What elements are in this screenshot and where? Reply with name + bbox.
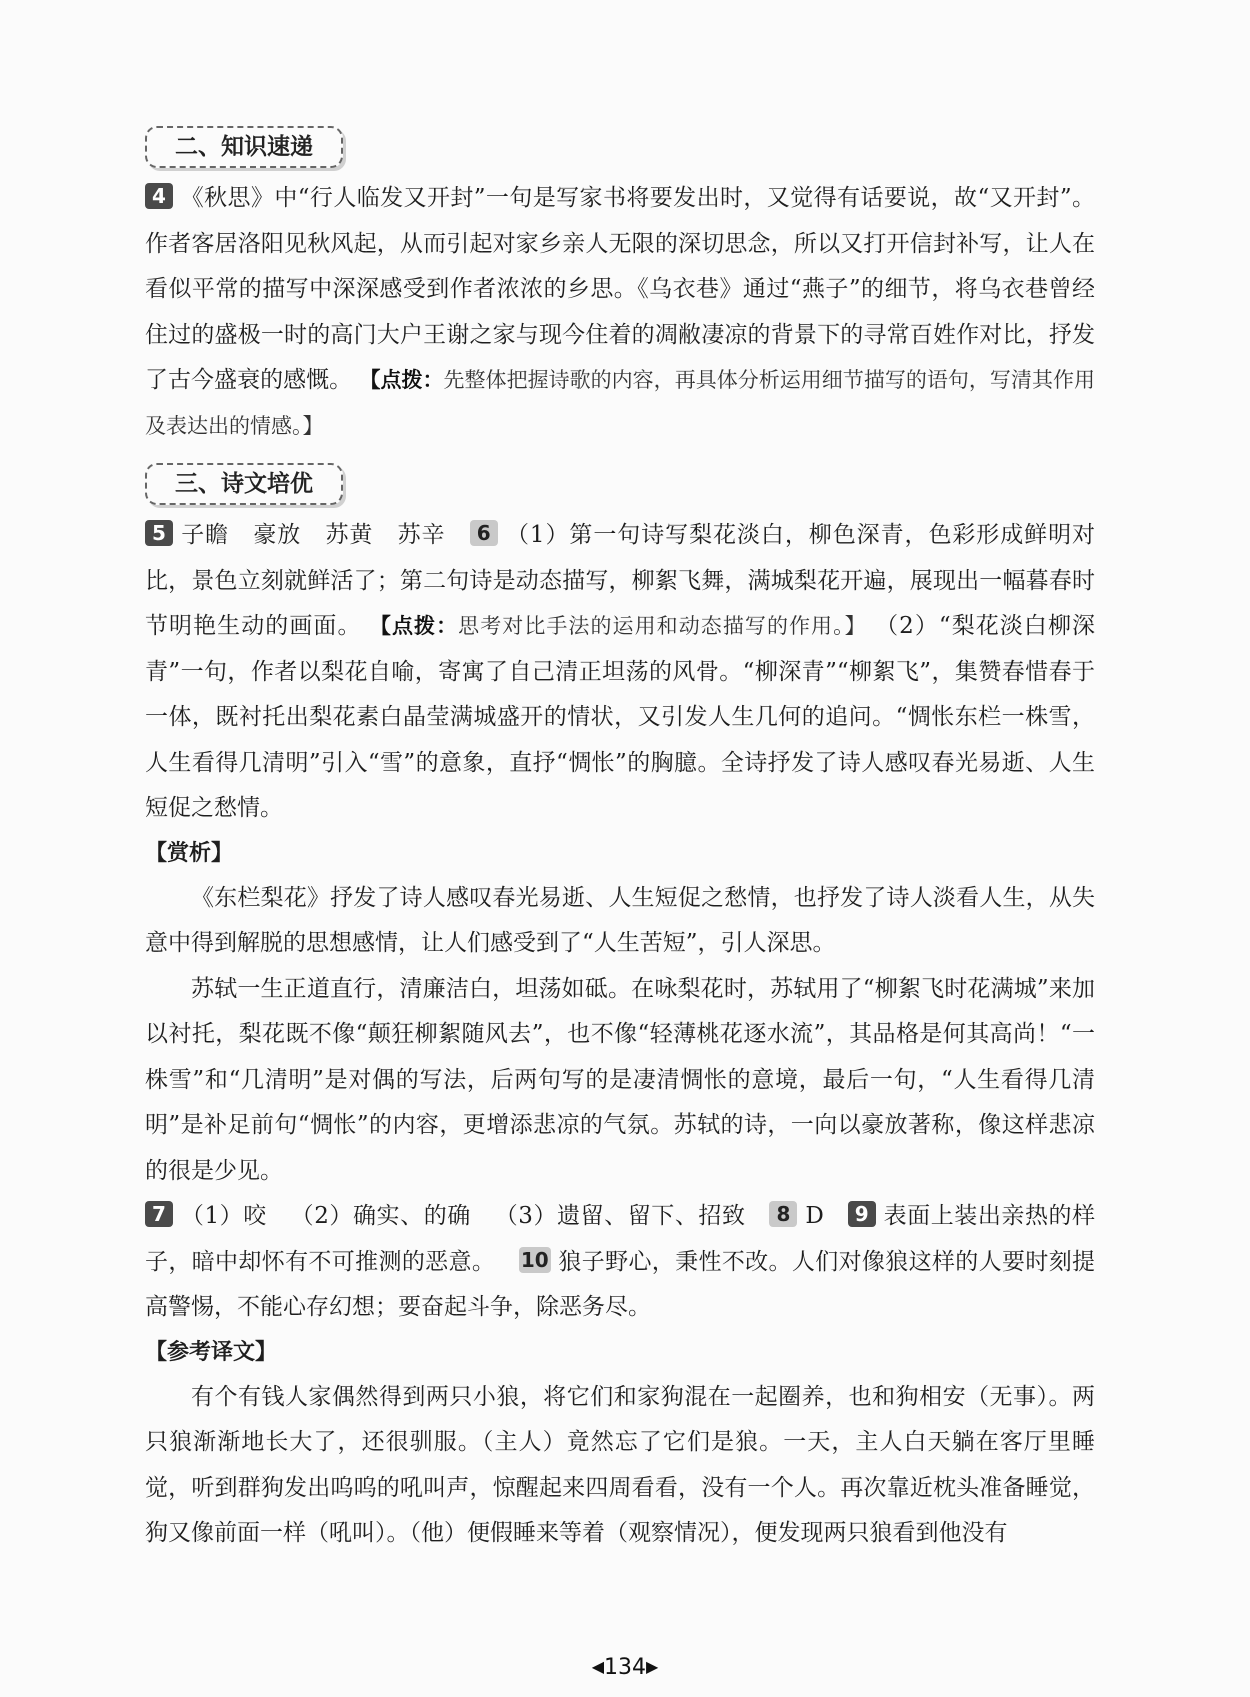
question-6-part2: （2）“梨花淡白柳深青”一句，作者以梨花自喻，寄寓了自己清正坦荡的风骨。“柳深青”“柳絮飞”，集赞春惜春于一体，既衬托出梨花素白晶莹满城盛开的情状，又引发人生几何的追问。“惆怅东栏一株雪，人生看得几清明”引入“雪”的意象，直抒“惆怅”的胸臆。全诗抒发了诗人感叹春光易逝、人生短促之愁情。 xyxy=(145,613,1096,821)
question-number-7: 7 xyxy=(145,1201,173,1227)
question-4 xyxy=(145,176,1095,449)
q7-answer-3: （3）遗留、留下、招致 xyxy=(494,1203,746,1229)
tip-label: 【点拨： xyxy=(369,614,459,638)
q5-answer-2: 豪放 xyxy=(253,522,302,548)
page-number: 134 xyxy=(604,1655,646,1680)
question-number-4: 4 xyxy=(145,183,173,209)
questions-7-10 xyxy=(145,1194,1095,1331)
q9-answer: 表面上装出亲热的样子，暗中却怀有不可推测的恶意。 xyxy=(145,1203,1096,1275)
question-6-part1: （1）第一句诗写梨花淡白，柳色深青，色彩形成鲜明对比，景色立刻就鲜活了；第二句诗是动态描写，柳絮飞舞，满城梨花开遍，展现出一幅暮春时节明艳生动的画面。 xyxy=(145,522,1096,639)
q7-answer-2: （2）确实、的确 xyxy=(290,1203,471,1229)
tip-text: 先整体把握诗歌的内容，再具体分析运用细节描写的语句，写清其作用及表达出的情感。】 xyxy=(145,368,1095,438)
section-heading-knowledge: 二、知识速递 xyxy=(145,126,343,168)
appreciation-label: 【赏析】 xyxy=(145,840,234,866)
question-number-8: 8 xyxy=(769,1201,797,1227)
left-arrow-icon: ◀ xyxy=(591,1657,604,1676)
tip-label: 【点拨： xyxy=(359,368,444,392)
q5-answer-3: 苏黄 xyxy=(325,522,374,548)
question-number-6: 6 xyxy=(470,520,498,546)
question-6-tip xyxy=(370,614,867,638)
page-footer xyxy=(0,1655,1250,1680)
question-number-9: 9 xyxy=(848,1201,876,1227)
section-heading-poetry: 三、诗文培优 xyxy=(145,463,343,505)
right-arrow-icon: ▶ xyxy=(646,1657,659,1676)
content xyxy=(145,126,1095,1557)
q5-answer-4: 苏辛 xyxy=(397,522,446,548)
q8-answer: D xyxy=(805,1203,824,1229)
q10-answer: 狼子野心，秉性不改。人们对像狼这样的人要时刻提高警惕，不能心存幻想；要奋起斗争，除恶务尽。 xyxy=(145,1248,1096,1320)
translation-paragraph-1: 有个有钱人家偶然得到两只小狼，将它们和家狗混在一起圈养，也和狗相安（无事）。两只狼渐渐地长大了，还很驯服。（主人）竟然忘了它们是狼。一天，主人白天躺在客厅里睡觉，听到群狗发出呜呜的吼叫声，惊醒起来四周看看，没有一个人。再次靠近枕头准备睡觉，狗又像前面一样（吼叫）。（他）便假睡来等着（观察情况），便发现两只狼看到他没有 xyxy=(145,1383,1095,1546)
q7-answer-1: （1）咬 xyxy=(180,1203,267,1229)
appreciation-paragraph-2: 苏轼一生正道直行，清廉洁白，坦荡如砥。在咏梨花时，苏轼用了“柳絮飞时花满城”来加以衬托，梨花既不像“颠狂柳絮随风去”，也不像“轻薄桃花逐水流”，其品格是何其高尚！“一株雪”和“几清明”是对偶的写法，后两句写的是凄清惆怅的意境，最后一句，“人生看得几清明”是补足前句“惆怅”的内容，更增添悲凉的气氛。苏轼的诗，一向以豪放著称，像这样悲凉的很是少见。 xyxy=(145,975,1095,1184)
tip-text: 思考对比手法的运用和动态描写的作用。】 xyxy=(458,614,867,638)
questions-5-6 xyxy=(145,513,1095,832)
appreciation-paragraph-1: 《东栏梨花》抒发了诗人感叹春光易逝、人生短促之愁情，也抒发了诗人淡看人生，从失意中得到解脱的思想感情，让人们感受到了“人生苦短”，引人深思。 xyxy=(145,884,1095,956)
translation-label: 【参考译文】 xyxy=(145,1339,278,1365)
question-4-text: 《秋思》中“行人临发又开封”一句是写家书将要发出时，又觉得有话要说，故“又开封”。作者客居洛阳见秋风起，从而引起对家乡亲人无限的深切思念，所以又打开信封补写，让人在看似平常的描写中深深感受到作者浓浓的乡思。《乌衣巷》通过“燕子”的细节，将乌衣巷曾经住过的盛极一时的高门大户王谢之家与现今住着的凋敝凄凉的背景下的寻常百姓作对比，抒发了古今盛衰的感慨。 xyxy=(145,185,1095,393)
question-number-5: 5 xyxy=(145,520,173,546)
question-number-10: 10 xyxy=(520,1247,549,1272)
q5-answer-1: 子瞻 xyxy=(181,522,230,548)
